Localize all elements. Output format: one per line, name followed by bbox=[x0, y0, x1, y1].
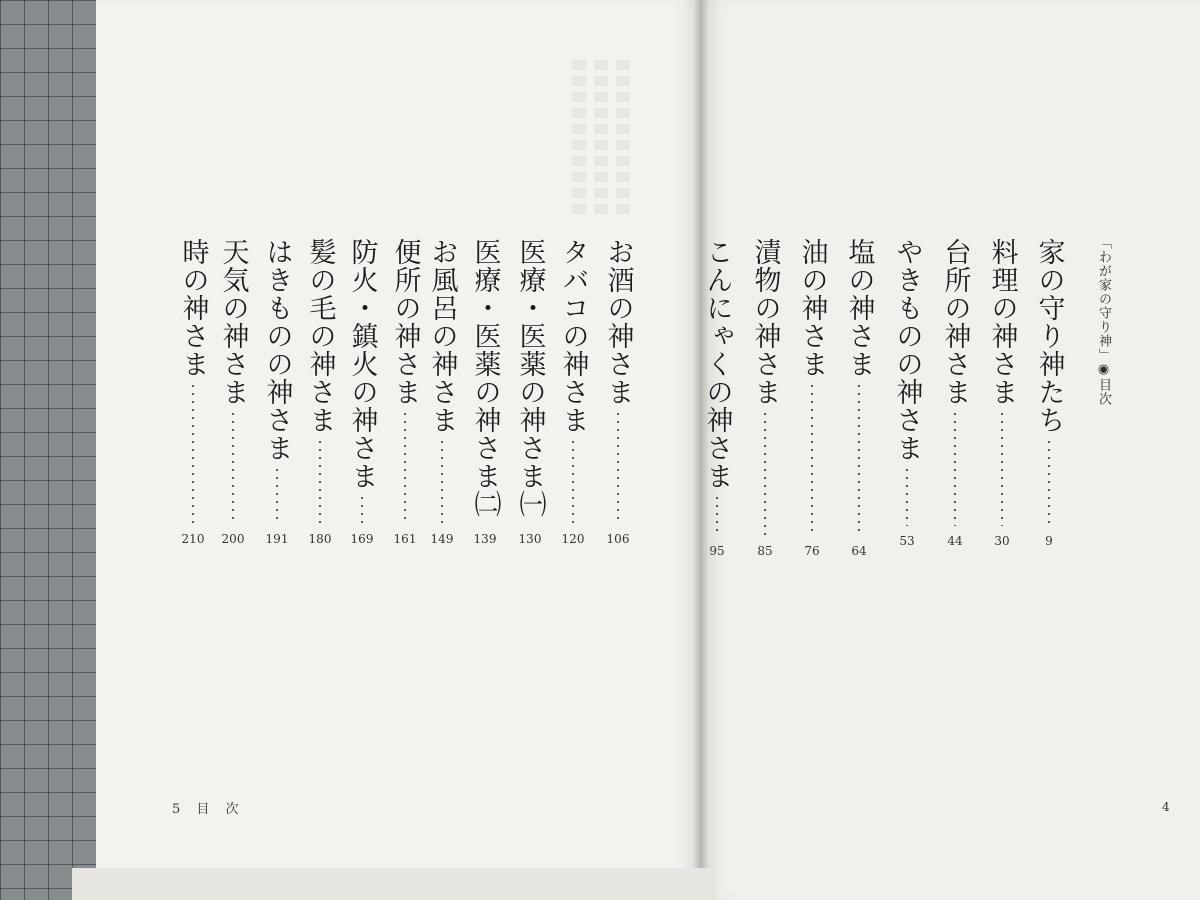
toc-entry[interactable] bbox=[513, 238, 547, 546]
toc-entry-page: 30 bbox=[994, 534, 1010, 548]
toc-entry-title: 油の神さま bbox=[796, 238, 828, 378]
toc-entry-title: はきものの神さま bbox=[261, 238, 293, 462]
toc-entry-page: 44 bbox=[947, 534, 963, 548]
toc-entry-page: 130 bbox=[518, 532, 542, 546]
toc-entry-title: 防火・鎮火の神さま bbox=[346, 238, 378, 490]
leader-dots bbox=[361, 494, 363, 524]
toc-entry-title: 塩の神さま bbox=[843, 238, 875, 378]
toc-entry[interactable] bbox=[425, 238, 459, 546]
toc-entry-title: こんにゃくの神さま bbox=[701, 238, 733, 490]
toc-entry-title: タバコの神さま bbox=[557, 238, 589, 434]
toc-entry-page: 180 bbox=[308, 532, 332, 546]
toc-entry-title: お酒の神さま bbox=[602, 238, 634, 406]
leader-dots bbox=[764, 410, 766, 536]
toc-entry-title: 天気の神さま bbox=[217, 238, 249, 406]
toc-entry-title: 髪の毛の神さま bbox=[304, 238, 336, 434]
toc-entry-title: 時の神さま bbox=[177, 238, 209, 378]
toc-entry-title: 医療・医薬の神さま㈡ bbox=[469, 238, 501, 518]
toc-entry[interactable] bbox=[700, 238, 734, 558]
toc-entry-page: 200 bbox=[221, 532, 245, 546]
leader-dots bbox=[484, 522, 486, 524]
toc-entry-page: 149 bbox=[430, 532, 454, 546]
toc-entry-page: 76 bbox=[804, 544, 820, 558]
toc-entry[interactable] bbox=[842, 238, 876, 558]
folio-right: 4 bbox=[1162, 800, 1170, 814]
toc-entry-title: 漬物の神さま bbox=[749, 238, 781, 406]
toc-entry[interactable] bbox=[176, 238, 210, 546]
toc-entry[interactable] bbox=[601, 238, 635, 546]
leader-dots bbox=[529, 522, 531, 524]
leader-dots bbox=[232, 410, 234, 524]
leader-dots bbox=[572, 438, 574, 524]
toc-entry[interactable] bbox=[216, 238, 250, 546]
toc-entry[interactable] bbox=[260, 238, 294, 546]
toc-entry-page: 9 bbox=[1045, 534, 1053, 548]
toc-entry-title: 便所の神さま bbox=[389, 238, 421, 406]
toc-entry[interactable] bbox=[890, 238, 924, 548]
toc-entry[interactable] bbox=[985, 238, 1019, 548]
toc-entry-page: 210 bbox=[181, 532, 205, 546]
toc-entry-page: 53 bbox=[899, 534, 915, 548]
toc-entry[interactable] bbox=[795, 238, 829, 558]
leader-dots bbox=[954, 410, 956, 526]
leader-dots bbox=[441, 438, 443, 524]
toc-entry-title: 台所の神さま bbox=[939, 238, 971, 406]
leader-dots bbox=[858, 382, 860, 536]
toc-entry-title: 医療・医薬の神さま㈠ bbox=[514, 238, 546, 518]
toc-entry-title: お風呂の神さま bbox=[426, 238, 458, 434]
leader-dots bbox=[1048, 438, 1050, 526]
toc-entry[interactable] bbox=[556, 238, 590, 546]
toc-entry-page: 95 bbox=[709, 544, 725, 558]
toc-entry[interactable] bbox=[303, 238, 337, 546]
toc-entry-page: 85 bbox=[757, 544, 773, 558]
leader-dots bbox=[192, 382, 194, 524]
toc-entry[interactable] bbox=[345, 238, 379, 546]
toc-entry-title: 料理の神さま bbox=[986, 238, 1018, 406]
toc-entry[interactable] bbox=[1032, 238, 1066, 548]
leader-dots bbox=[404, 410, 406, 524]
leader-dots bbox=[276, 466, 278, 524]
leader-dots bbox=[716, 494, 718, 536]
leader-dots bbox=[906, 466, 908, 526]
book-title: 「わが家の守り神」◉目次 bbox=[1096, 236, 1111, 406]
folio-left: 5 目 次 bbox=[172, 802, 245, 817]
leader-dots bbox=[617, 410, 619, 524]
toc-entry-page: 191 bbox=[265, 532, 289, 546]
toc-entry-page: 120 bbox=[561, 532, 585, 546]
leader-dots bbox=[811, 382, 813, 536]
show-through-text bbox=[594, 60, 608, 220]
toc-entry-page: 106 bbox=[606, 532, 630, 546]
toc-entry-page: 161 bbox=[393, 532, 417, 546]
toc-entry-title: 家の守り神たち bbox=[1033, 238, 1065, 434]
toc-entry-page: 139 bbox=[473, 532, 497, 546]
toc-entry[interactable] bbox=[938, 238, 972, 548]
toc-entry-page: 169 bbox=[350, 532, 374, 546]
toc-entry[interactable] bbox=[748, 238, 782, 558]
leader-dots bbox=[1001, 410, 1003, 526]
show-through-text bbox=[572, 60, 586, 220]
show-through-text bbox=[616, 60, 630, 220]
toc-entry[interactable] bbox=[388, 238, 422, 546]
toc-entry-title: やきものの神さま bbox=[891, 238, 923, 462]
page-bottom-edge bbox=[72, 868, 712, 900]
leader-dots bbox=[319, 438, 321, 524]
toc-entry[interactable] bbox=[468, 238, 502, 546]
toc-entry-page: 64 bbox=[851, 544, 867, 558]
